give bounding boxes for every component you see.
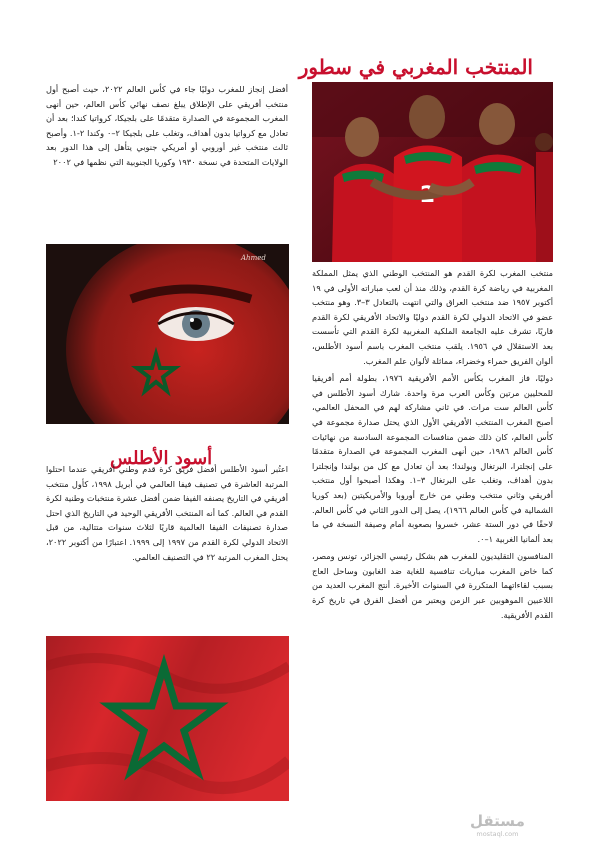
right-paragraph-3: المنافسون التقليديون للمغرب هم بشكل رئيسي الجزائر، تونس ومصر، كما خاض المغرب مباريات تنافسية للغاية ضد الغابون وساحل العاج بسبب لقاءاتهما المتكررة في السنوات الأخيرة. أنتج المغرب العديد من اللاعبين الموهوبين عبر الزمن ويعتبر من أفضل الفرق في تاريخ كرة القدم الأفريقية. [312,551,553,620]
watermark [470,812,525,838]
lions-paragraph: اعتُبر أسود الأطلس أفضل فريق كرة قدم وطني أفريقي عندما احتلوا المرتبة العاشرة في تصنيف فيفا العالمي في أبريل ١٩٩٨، كأول منتخب أفريقي في التاريخ يصنفه الفيفا ضمن أفضل عشرة منتخبات وطنية لكرة القدم في العالم. كما أنه المنتخب الأفريقي الوحيد في التاريخ الذي احتل صدارة تصنيفات الفيفا العالمية قاريًا لثلاث سنوات متتالية، من قبل الاتحاد الدولي لكرة القدم من ١٩٩٧ إلى ١٩٩٩. اعتبارًا من أكتوبر ٢٠٢٢، يحتل المغرب المرتبة ٢٢ في التصنيف العالمي. [46,464,288,562]
lions-title: أسود الأطلس [110,447,213,469]
intro-paragraph-block [46,82,288,173]
morocco-flag-photo [46,636,289,801]
players-celebration-photo [312,82,553,262]
face-flag-paint-photo [46,244,289,424]
players-illustration [312,82,553,262]
intro-paragraph: أفضل إنجاز للمغرب دوليًا جاء في كأس العالم ٢٠٢٢، حيث أصبح أول منتخب أفريقي على الإطلاق يبلغ نصف نهائي كأس العالم، حين أنهى المغرب المجموعة في الصدارة متقدمًا على بلجيكا، كرواتيا كندا؛ بعد أن تعادل مع كرواتيا بدون أهداف، وتغلب على بلجيكا ٢–٠ وكندا ٢-١. وأصبح ثالث منتخب غير أوروبي أو أمريكي جنوبي يتأهل إلى هذا الدور بعد الولايات المتحدة في نسخة ١٩٣٠ وكوريا الجنوبية التي نظمها في ٢٠٠٢ [46,84,288,167]
lions-paragraph-block [46,462,288,567]
right-paragraph-1: منتخب المغرب لكرة القدم هو المنتخب الوطني الذي يمثل المملكة المغربية في رياضة كرة القدم، وذلك منذ أن لعب مباراته الأولى في ١٩ أكتوبر ١٩٥٧ ضد منتخب العراق والتي انتهت بالتعادل ٣–٣. وهو منتخب عضو في الاتحاد الدولي لكرة القدم دوليًا والاتحاد الأفريقي لكرة القدم قاريًا، تشرف عليه الجامعة الملكية المغربية لكرة القدم التي تأسست بعد الاستقلال في ١٩٥٦. يلقب منتخب المغرب باسم أسود الأطلس، ألوان الفريق حمراء وخضراء، مماثلة لألوان علم المغرب. [312,268,553,366]
main-title: المنتخب المغربي في سطور [298,55,533,80]
flag-illustration [46,636,289,801]
watermark-text: مستقل [470,812,525,830]
signature: Ahmed [241,254,266,262]
right-paragraph-2: دوليًا، فاز المغرب بكأس الأمم الأفريقية ١٩٧٦، بطولة أمم أفريقيا للمحليين مرتين وكأس العرب مرة واحدة. شارك أسود الأطلس في كأس العالم ست مرات. في ثاني مشاركة لهم في المحفل العالمي، أصبح المغرب المنتخب الأفريقي الأول الذي يحتل صدارة مجموعة في كأس العالم، كان ذلك ضمن منافسات المجموعة السادسة من نهائيات كأس العالم ١٩٨٦، حين أنهى المغرب المجموعة في الصدارة متقدمًا على إنجلترا، البرتغال وبولندا؛ بعد أن تعادل مع كل من بولندا وإنجلترا بدون أهداف، وتغلب على البرتغال ٣–١. وهكذا أصبحوا أول منتخب أفريقي وثاني منتخب وطني من خارج أوروبا والأمريكيتين (بعد كوريا الشمالية في كأس العالم ١٩٦٦)، يصل إلى الدور الثاني في كأس العالم. لاحقًا في دور الستة عشر، خسروا بصعوبة أمام وصيفة النسخة في ما بعد ألمانيا الغربية ١–٠. [312,373,553,544]
svg-text:2: 2 [420,183,436,208]
face-illustration [46,244,289,424]
right-article-column [312,266,553,625]
watermark-url: mostaql.com [476,830,519,838]
